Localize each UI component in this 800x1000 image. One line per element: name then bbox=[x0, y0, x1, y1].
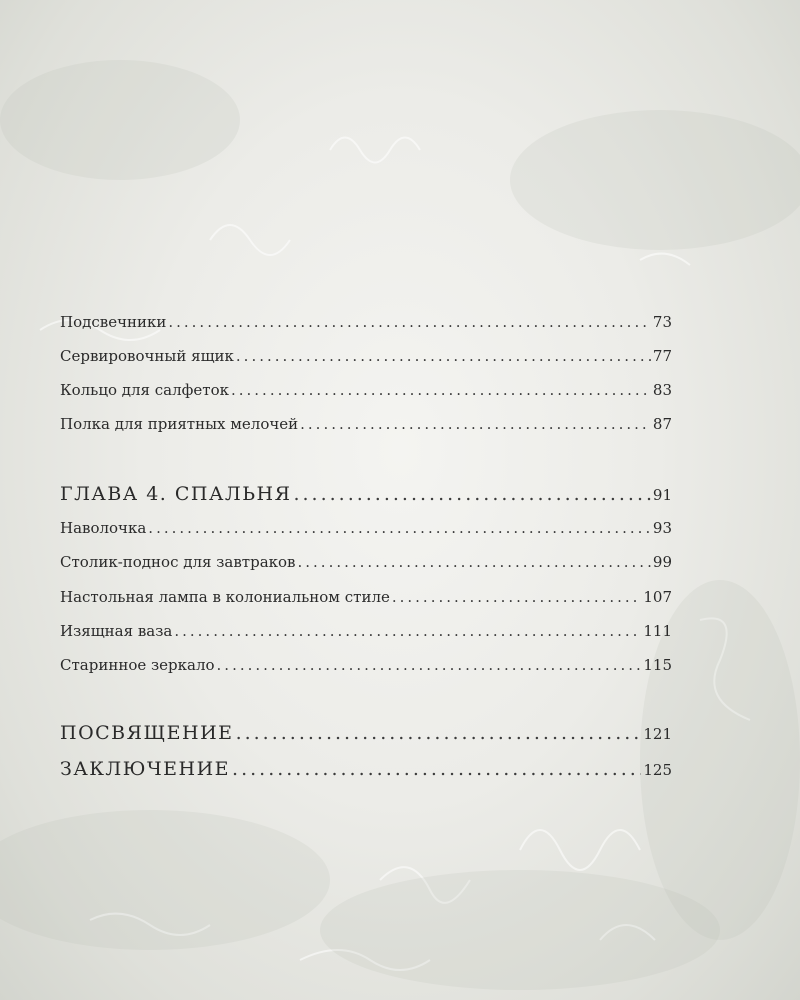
toc-entry-page: 91 bbox=[652, 486, 672, 504]
toc-entry[interactable] bbox=[60, 381, 672, 399]
toc-entry-title: Наволочка bbox=[60, 519, 147, 537]
toc-entry-page: 115 bbox=[643, 656, 672, 674]
toc-entry-title: ГЛАВА 4. СПАЛЬНЯ bbox=[60, 483, 292, 505]
toc-entry-page: 77 bbox=[652, 347, 672, 365]
toc-entry[interactable] bbox=[60, 313, 672, 331]
toc-entry-title: Столик-поднос для завтраков bbox=[60, 553, 296, 571]
toc-entry-title: Изящная ваза bbox=[60, 622, 173, 640]
toc-entry-page: 125 bbox=[643, 761, 672, 779]
toc-leader-dots bbox=[217, 656, 642, 674]
toc-leader-dots bbox=[236, 347, 651, 365]
toc-entry-page: 111 bbox=[643, 622, 672, 640]
toc-entry[interactable] bbox=[60, 656, 672, 674]
toc-leader-dots bbox=[236, 722, 642, 744]
toc-entry-title: Кольцо для салфеток bbox=[60, 381, 229, 399]
toc-leader-dots bbox=[168, 313, 651, 331]
toc-leader-dots bbox=[293, 483, 650, 505]
toc-entry-title: Полка для приятных мелочей bbox=[60, 415, 299, 433]
toc-leader-dots bbox=[174, 622, 641, 640]
toc-entry-page: 121 bbox=[643, 725, 672, 743]
toc-entry-page: 99 bbox=[652, 553, 672, 571]
toc-section-heading[interactable] bbox=[60, 758, 672, 780]
toc-entry-title: Настольная лампа в колониальном стиле bbox=[60, 588, 390, 606]
toc-entry-page: 107 bbox=[643, 588, 672, 606]
toc-entry[interactable] bbox=[60, 553, 672, 571]
toc-entry-title: Старинное зеркало bbox=[60, 656, 215, 674]
toc-entry-title: Подсвечники bbox=[60, 313, 167, 331]
toc-chapter-heading[interactable] bbox=[60, 483, 672, 505]
toc-entry-title: ЗАКЛЮЧЕНИЕ bbox=[60, 758, 231, 780]
toc-entry[interactable] bbox=[60, 588, 672, 606]
toc-leader-dots bbox=[298, 553, 651, 571]
toc-leader-dots bbox=[300, 415, 651, 433]
toc-entry[interactable] bbox=[60, 415, 672, 433]
toc-section-heading[interactable] bbox=[60, 722, 672, 744]
toc-entry-page: 83 bbox=[652, 381, 672, 399]
toc-entry[interactable] bbox=[60, 622, 672, 640]
toc-leader-dots bbox=[148, 519, 651, 537]
toc-leader-dots bbox=[232, 758, 641, 780]
toc-entry-title: ПОСВЯЩЕНИЕ bbox=[60, 722, 234, 744]
toc-entry-title: Сервировочный ящик bbox=[60, 347, 234, 365]
toc-leader-dots bbox=[231, 381, 651, 399]
toc-entry-page: 73 bbox=[652, 313, 672, 331]
toc-entry[interactable] bbox=[60, 347, 672, 365]
toc-entry-page: 93 bbox=[652, 519, 672, 537]
toc-entry[interactable] bbox=[60, 519, 672, 537]
toc-entry-page: 87 bbox=[652, 415, 672, 433]
toc-leader-dots bbox=[392, 588, 642, 606]
